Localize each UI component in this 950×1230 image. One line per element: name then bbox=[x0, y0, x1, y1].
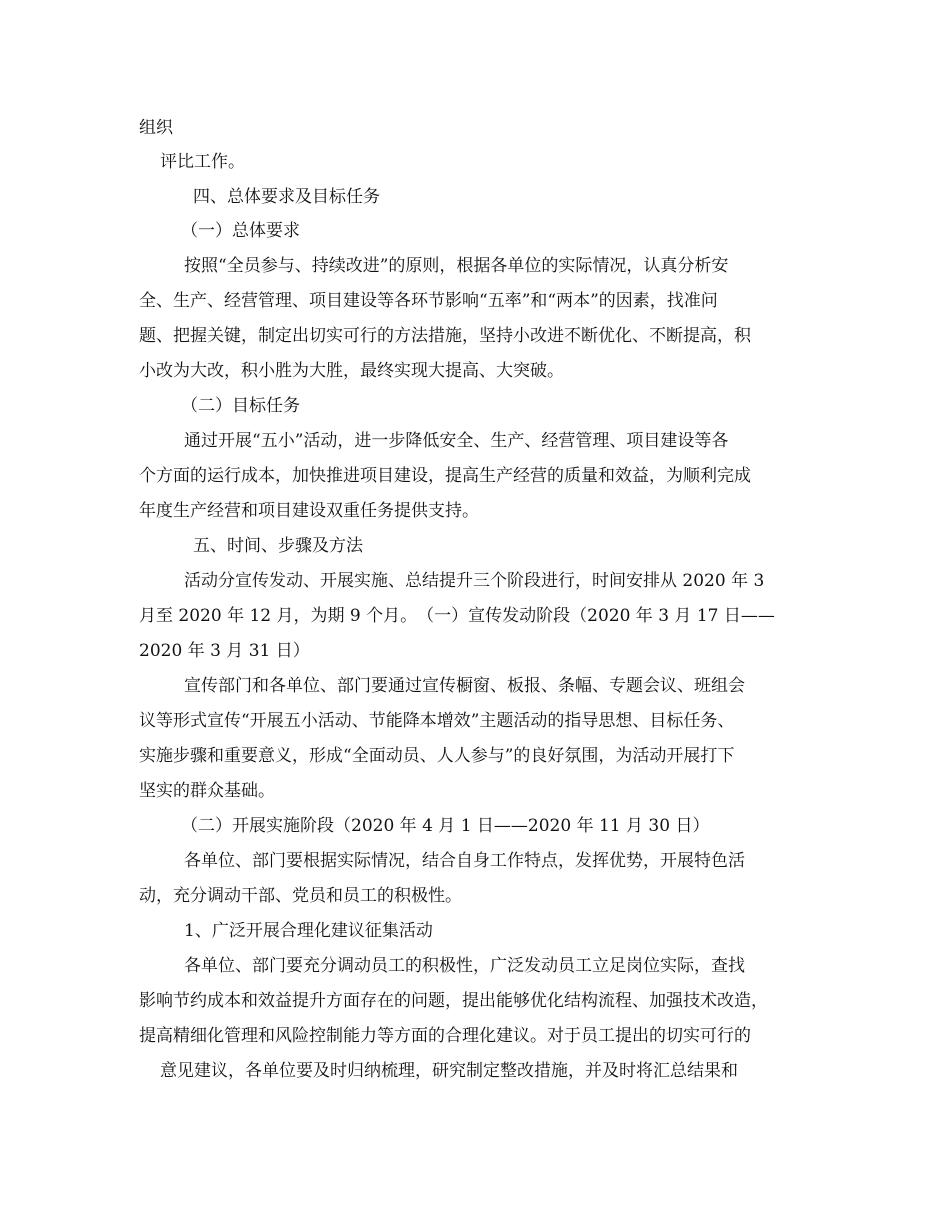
text-line: 活动分宣传发动、开展实施、总结提升三个阶段进行，时间安排从 2020 年 3 bbox=[184, 571, 765, 591]
text-line: 小改为大改，积小胜为大胜，最终实现大提高、大突破。 bbox=[139, 361, 564, 381]
text-line: 提高精细化管理和风险控制能力等方面的合理化建议。对于员工提出的切实可行的 bbox=[139, 1026, 751, 1046]
text-line: 通过开展“五小”活动，进一步降低安全、生产、经营管理、项目建设等各 bbox=[184, 431, 729, 451]
text-line: 年度生产经营和项目建设双重任务提供支持。 bbox=[139, 501, 479, 521]
text-line: 月至 2020 年 12 月，为期 9 个月。 （一）宣传发动阶段（2020 年 3 月 17 日—— bbox=[139, 606, 775, 626]
text-line: 意见建议，各单位要及时归纳梳理，研究制定整改措施，并及时将汇总结果和 bbox=[160, 1061, 738, 1081]
subsection-heading: （二）开展实施阶段（2020 年 4 月 1 日——2020 年 11 月 30 日） bbox=[181, 816, 710, 836]
text-line: 按照“全员参与、持续改进”的原则，根据各单位的实际情况，认真分析安 bbox=[184, 256, 729, 276]
text-line: 宣传部门和各单位、部门要通过宣传橱窗、板报、条幅、专题会议、班组会 bbox=[184, 676, 745, 696]
text-line: 个方面的运行成本，加快推进项目建设，提高生产经营的质量和效益，为顺利完成 bbox=[139, 466, 751, 486]
subsection-heading: （一）总体要求 bbox=[181, 221, 300, 241]
text-line: 动，充分调动干部、党员和员工的积极性。 bbox=[139, 886, 462, 906]
text-line: 评比工作。 bbox=[160, 152, 245, 172]
text-line: 议等形式宣传“开展五小活动、节能降本增效”主题活动的指导思想、目标任务、 bbox=[139, 711, 735, 731]
text-line: 组织 bbox=[139, 118, 173, 138]
text-line: 实施步骤和重要意义，形成“全面动员、人人参与”的良好氛围，为活动开展打下 bbox=[139, 746, 735, 766]
section-heading: 四、总体要求及目标任务 bbox=[193, 187, 380, 207]
text-line: 坚实的群众基础。 bbox=[139, 781, 275, 801]
section-heading: 五、时间、步骤及方法 bbox=[193, 536, 363, 556]
text-line: 影响节约成本和效益提升方面存在的问题，提出能够优化结构流程、加强技术改造， bbox=[139, 991, 768, 1011]
subsection-heading: 1、广泛开展合理化建议征集活动 bbox=[184, 921, 433, 941]
text-line: 各单位、部门要充分调动员工的积极性，广泛发动员工立足岗位实际，查找 bbox=[184, 956, 745, 976]
text-line: 题、把握关键，制定出切实可行的方法措施，坚持小改进不断优化、不断提高，积 bbox=[139, 326, 751, 346]
subsection-heading: （二）目标任务 bbox=[181, 396, 300, 416]
text-line: 各单位、部门要根据实际情况，结合自身工作特点，发挥优势，开展特色活 bbox=[184, 851, 745, 871]
text-line: 全、生产、经营管理、项目建设等各环节影响“五率”和“两本”的因素，找准问 bbox=[139, 291, 718, 311]
text-line: 2020 年 3 月 31 日） bbox=[139, 641, 310, 661]
